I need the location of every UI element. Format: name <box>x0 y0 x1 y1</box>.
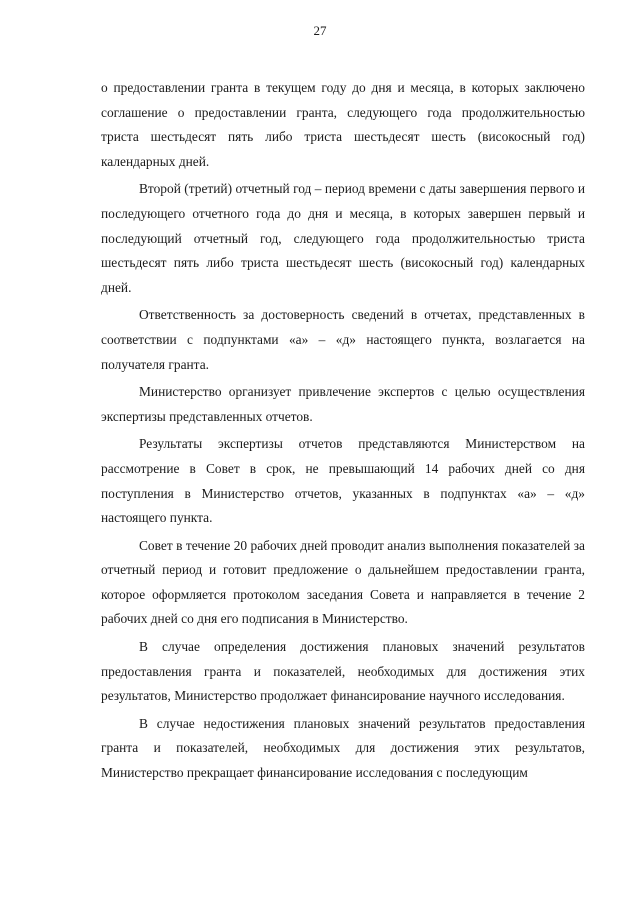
page-number: 27 <box>313 23 327 38</box>
paragraph-goals-achieved: В случае определения достижения плановых значений результатов предоставления гранта и показателей, необходимых для достижения этих результатов, Министерство продолжает финансирование научного исследования. <box>101 639 585 704</box>
document-body <box>101 76 585 789</box>
paragraph-responsibility: Ответственность за достоверность сведений в отчетах, представленных в соответствии с подпунктами «а» – «д» настоящего пункта, возлагается на получателя гранта. <box>101 307 585 372</box>
paragraph-expertise-results: Результаты экспертизы отчетов представляются Министерством на рассмотрение в Совет в срок, не превышающий 14 рабочих дней со дня поступления в Министерство отчетов, указанных в подпунктах «а» – «д» настоящего пункта. <box>101 436 585 526</box>
paragraph-experts: Министерство организует привлечение экспертов с целью осуществления экспертизы представленных отчетов. <box>101 384 585 424</box>
paragraph-council-analysis: Совет в течение 20 рабочих дней проводит анализ выполнения показателей за отчетный период и готовит предложение о дальнейшем предоставлении гранта, которое оформляется протоколом заседания Совета и направляется в течение 2 рабочих дней со дня его подписания в Министерство. <box>101 537 585 627</box>
paragraph-continuation: о предоставлении гранта в текущем году до дня и месяца, в которых заключено соглашение о предоставлении гранта, следующего года продолжительностью триста шестьдесят пять либо триста шестьдесят шесть (високосный год) календарных дней. <box>101 80 585 169</box>
paragraph-goals-not-achieved: В случае недостижения плановых значений результатов предоставления гранта и показателей, необходимых для достижения этих результатов, Министерство прекращает финансирование исследования с последующим <box>101 715 585 781</box>
paragraph-second-reporting-year: Второй (третий) отчетный год – период времени с даты завершения первого и последующего отчетного года до дня и месяца, в которых завершен первый и последующий отчетный год, следующего года продолжительностью триста шестьдесят пять либо триста шестьдесят шесть (високосный год) календарных дней. <box>101 181 585 295</box>
